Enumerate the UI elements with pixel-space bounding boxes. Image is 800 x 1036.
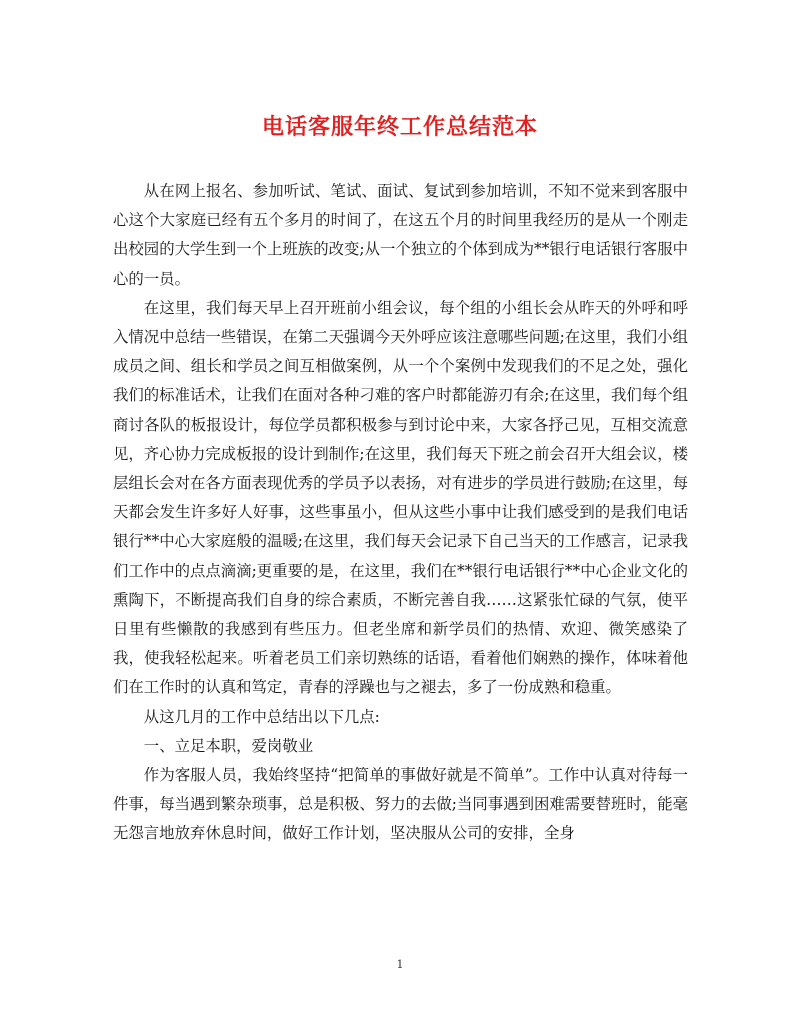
paragraph: 作为客服人员，我始终坚持“把简单的事做好就是不简单”。工作中认真对待每一件事，每当遇到繁杂琐事，总是积极、努力的去做;当同事遇到困难需要替班时，能毫无怨言地放弃休息时间，做好工作计划，坚决服从公司的安排，全身 xyxy=(113,766,688,843)
document-body xyxy=(113,177,688,849)
document-title: 电话客服年终工作总结范本 xyxy=(261,114,538,140)
section-heading: 一、立足本职，爱岗敬业 xyxy=(143,736,314,755)
paragraph: 从这几月的工作中总结出以下几点: xyxy=(143,707,380,726)
paragraph: 从在网上报名、参加听试、笔试、面试、复试到参加培训，不知不觉来到客服中心这个大家庭已经有五个多月的时间了，在这五个月的时间里我经历的是从一个刚走出校园的大学生到一个上班族的改变;从一个独立的个体到成为**银行电话银行客服中心的一员。 xyxy=(113,182,688,288)
page-number: 1 xyxy=(396,958,404,971)
paragraph: 在这里，我们每天早上召开班前小组会议，每个组的小组长会从昨天的外呼和呼入情况中总结一些错误，在第二天强调今天外呼应该注意哪些问题;在这里，我们小组成员之间、组长和学员之间互相做案例，从一个个案例中发现我们的不足之处，强化我们的标准话术，让我们在面对各种刁难的客户时都能游刃有余;在这里，我们每个组商讨各队的板报设计，每位学员都积极参与到讨论中来，大家各抒己见，互相交流意见，齐心协力完成板报的设计到制作;在这里，我们每天下班之前会召开大组会议，楼层组长会对在各方面表现优秀的学员予以表扬，对有进步的学员进行鼓励;在这里，每天都会发生许多好人好事，这些事虽小，但从这些小事中让我们感受到的是我们电话银行**中心大家庭般的温暖;在这里，我们每天会记录下自己当天的工作感言，记录我们工作中的点点滴滴;更重要的是，在这里，我们在**银行电话银行**中心企业文化的熏陶下，不断提高我们自身的综合素质，不断完善自我……这紧张忙碌的气氛，使平日里有些懒散的我感到有些压力。但老坐席和新学员们的热情、欢迎、微笑感染了我，使我轻松起来。听着老员工们亲切熟练的话语，看着他们娴熟的操作，体味着他们在工作时的认真和笃定，青春的浮躁也与之褪去，多了一份成熟和稳重。 xyxy=(113,298,688,697)
